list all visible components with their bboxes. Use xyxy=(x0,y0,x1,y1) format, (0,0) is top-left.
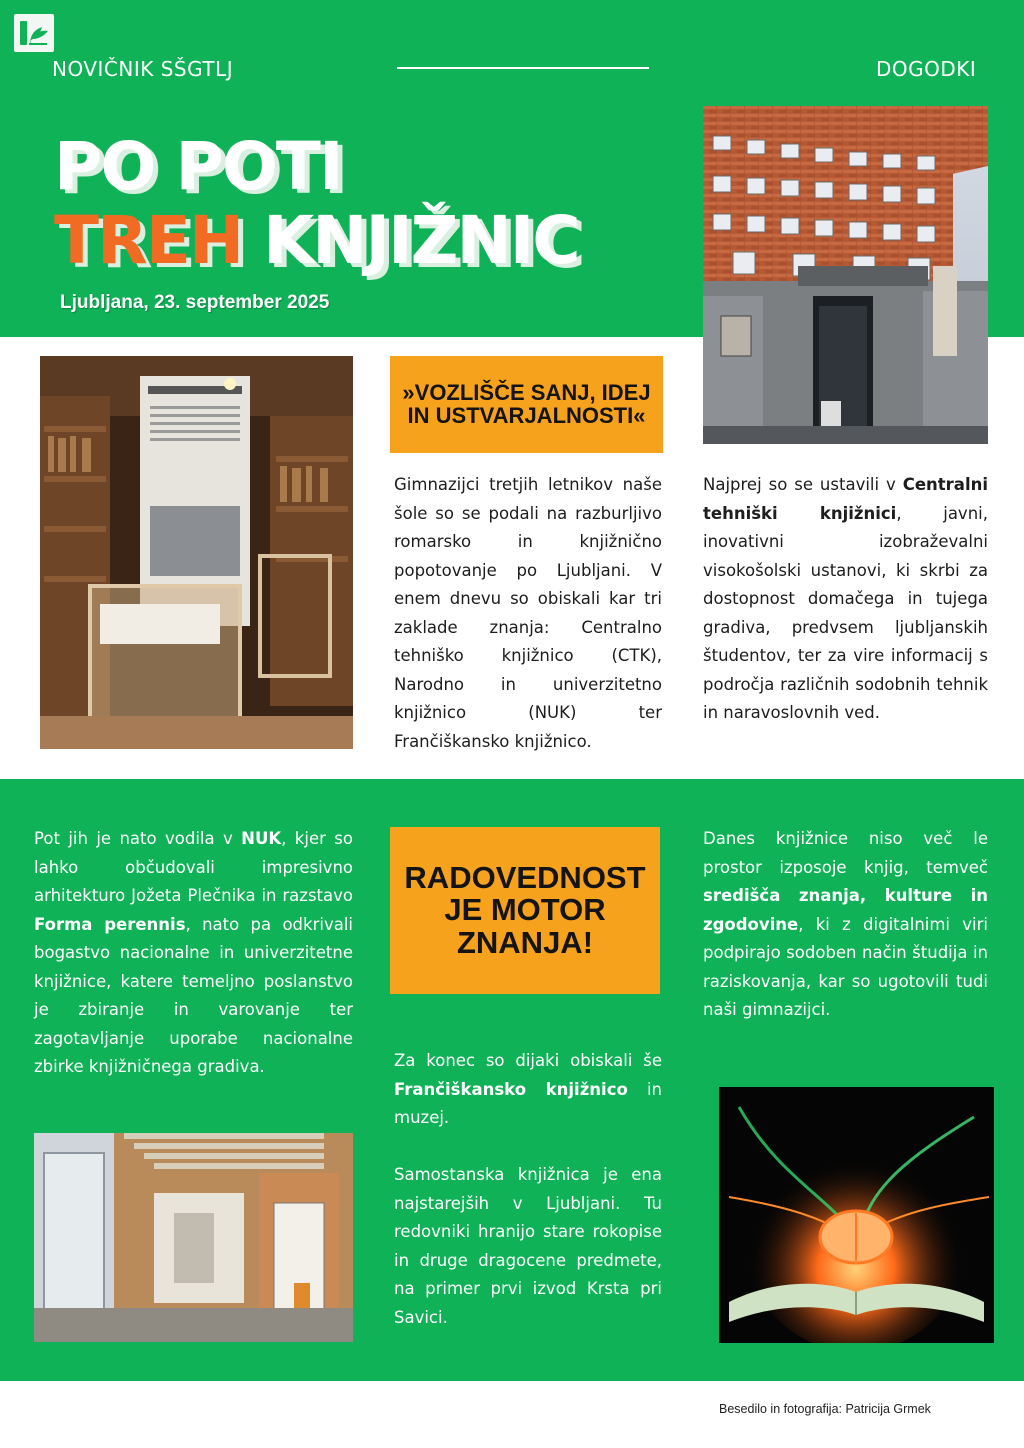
ctk-text-start: Najprej so se ustavili v xyxy=(703,475,903,494)
ctk-paragraph xyxy=(703,471,988,728)
slogan-callout: RADOVEDNOST JE MOTOR ZNANJA! xyxy=(390,827,660,994)
dateline: Ljubljana, 23. september 2025 xyxy=(60,292,330,313)
nuk-exhibition-photo xyxy=(34,1133,353,1342)
quote-callout: »VOZLIŠČE SANJ, IDEJ IN USTVARJALNOSTI« xyxy=(390,356,663,453)
franciscan-paragraph xyxy=(394,1047,662,1133)
headline-line-2 xyxy=(54,202,579,279)
headline-word-orange: TREH xyxy=(54,202,243,279)
book-brain-illustration xyxy=(719,1087,994,1343)
library-interior-photo xyxy=(40,356,353,749)
newsletter-name: NOVIČNIK SŠGTLJ xyxy=(52,57,234,81)
nuk-text-1: Pot jih je nato vodila v xyxy=(34,829,242,848)
franciscan-text-start: Za konec so dijaki obiskali še xyxy=(394,1051,662,1070)
intro-paragraph: Gimnazijci tretjih letnikov naše šole so se podali na razburljivo romarsko in knjižnično popotovanje po Ljubljani. V enem dnevu so obiskali kar tri zaklade znanja: Centralno tehniško knjižnico (CTK), Narodno in univerzitetno knjižnico (NUK) ter Frančiškansko knjižnico. xyxy=(394,475,662,751)
nuk-text-3: , nato pa odkrivali bogastvo nacionalne in univerzitetne knjižnice, katere temeljno poslanstvo je zbiranje in varovanje ter zagotavljanje uporabe nacionalne zbirke knjižničnega gradiva. xyxy=(34,914,353,1076)
today-paragraph xyxy=(703,825,988,1025)
today-text-end: , ki z digitalnimi viri podpirajo sodoben način študija in raziskovanja, kar so ugotovili tudi naši gimnazijci. xyxy=(703,914,988,1019)
nuk-paragraph xyxy=(34,825,353,1082)
section-label: DOGODKI xyxy=(876,57,977,81)
headline-line-1: PO POTI xyxy=(54,128,342,205)
header-rule xyxy=(397,67,649,69)
headline-word-white: KNJIŽNIC xyxy=(263,202,579,279)
monastery-paragraph: Samostanska knjižnica je ena najstarejših v Ljubljani. Tu redovniki hranijo stare rokopise in druge dragocene predmete, na primer prvi izvod Krsta pri Savici. xyxy=(394,1165,662,1327)
ctk-building-photo xyxy=(703,106,988,444)
photo-credit: Besedilo in fotografija: Patricija Grmek xyxy=(719,1402,931,1416)
school-plant-icon xyxy=(18,18,50,48)
nuk-text-2: , kjer so lahko občudovali impresivno arhitekturo Jožeta Plečnika in razstavo xyxy=(34,829,353,905)
nuk-bold-2: Forma perennis xyxy=(34,914,186,934)
ctk-text-end: , javni, inovativni izobraževalni visokošolski ustanovi, ki skrbi za dostopnost domačega in tujega gradiva, predvsem ljubljanskih študentov, ter za vire informacij s področja različnih sodobnih tehnik in naravoslovnih ved. xyxy=(703,503,988,722)
ctk-bold: Centralni tehniški knjižnici xyxy=(703,475,988,523)
franciscan-text-end: in muzej. xyxy=(394,1079,662,1127)
today-bold: središča znanja, kulture in zgodovine xyxy=(703,886,988,934)
today-text-start: Danes knjižnice niso več le prostor izposoje knjig, temveč xyxy=(703,829,988,877)
franciscan-bold: Frančiškansko knjižnico xyxy=(394,1079,628,1099)
school-logo xyxy=(14,14,54,52)
nuk-bold-1: NUK xyxy=(241,829,282,848)
